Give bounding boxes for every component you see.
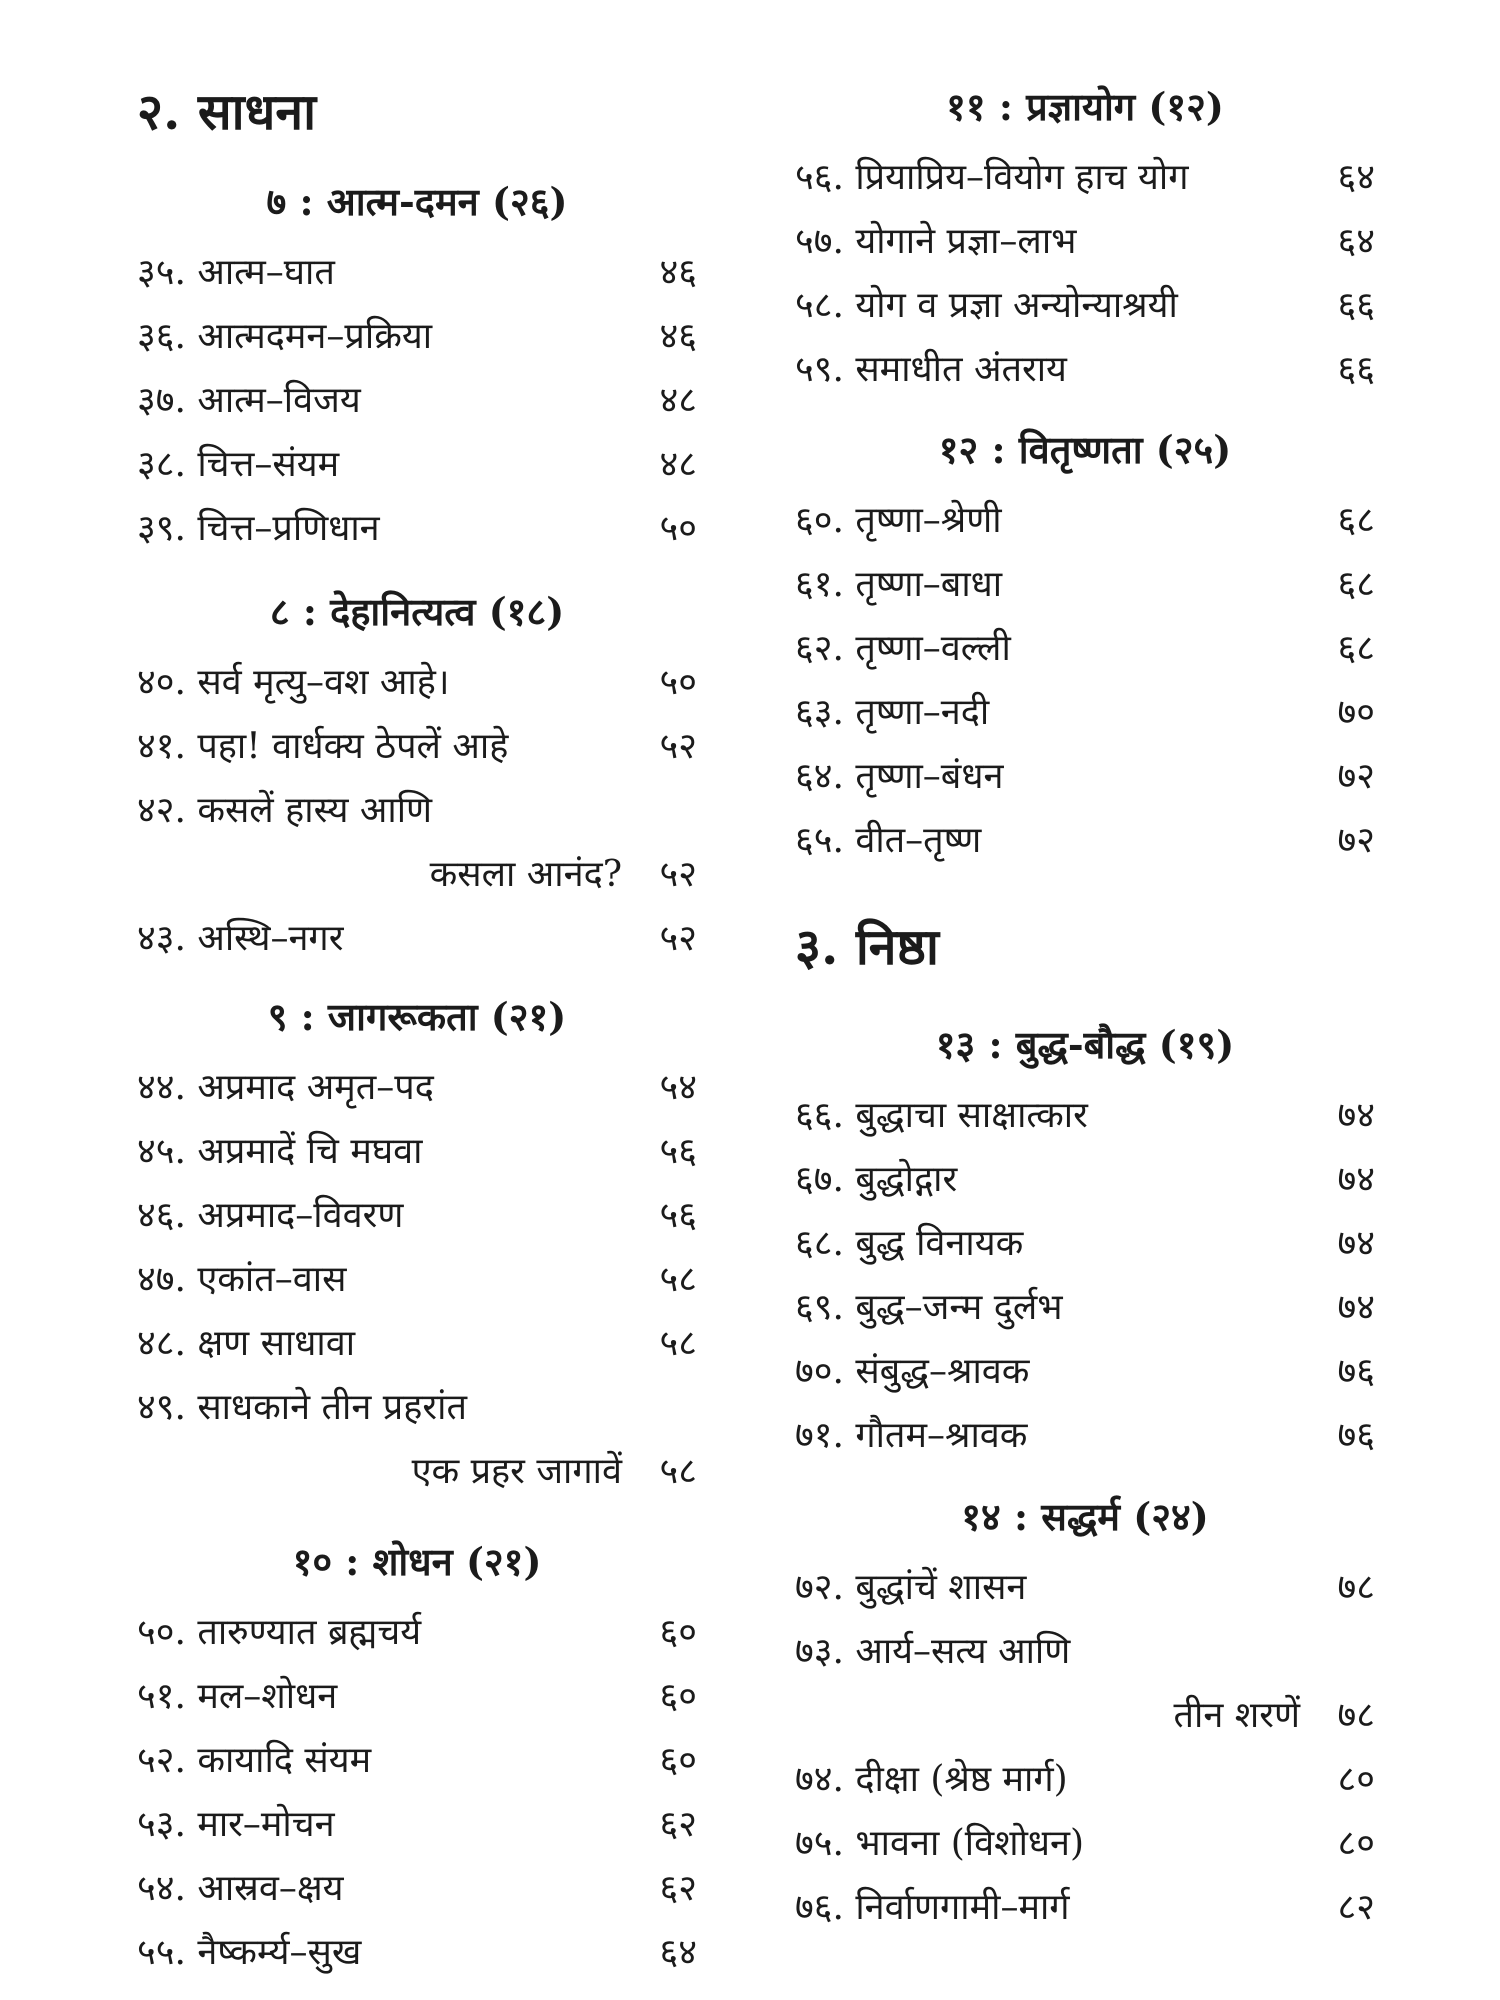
toc-entry [795, 1408, 1375, 1464]
page-number: ८० [1337, 1759, 1375, 1800]
page-number: ५४ [659, 1067, 697, 1108]
entry-title: ४१. पहा! वार्धक्य ठेपलें आहे [137, 726, 509, 767]
entry-title: ७३. आर्य–सत्य आणि [795, 1631, 1071, 1672]
page-number: ६२ [659, 1804, 697, 1845]
entry-title: कसला आनंद? [429, 854, 622, 895]
page-number: ६६ [1337, 349, 1375, 390]
toc-entry [795, 749, 1375, 805]
entry-title: ७१. गौतम–श्रावक [795, 1415, 1028, 1456]
entry-title: ४०. सर्व मृत्यु–वश आहे। [137, 662, 450, 703]
entry-title: एक प्रहर जागावें [411, 1451, 622, 1492]
entry-title: ७६. निर्वाणगामी–मार्ग [795, 1887, 1070, 1928]
toc-entry [137, 847, 697, 903]
toc-entry [137, 1861, 697, 1917]
toc-entry [795, 150, 1375, 206]
part-title: ३. निष्ठा [795, 917, 939, 976]
chapter-title-20: १३ : बुद्ध-बौद्ध (१९) [935, 1022, 1235, 1067]
entry-title: ७२. बुद्धांचें शासन [795, 1567, 1027, 1608]
entry-title: ३६. आत्मदमन–प्रक्रिया [137, 316, 433, 357]
entry-title: ४८. क्षण साधावा [137, 1323, 356, 1364]
toc-entry [137, 1733, 697, 1789]
toc-entry [795, 1152, 1375, 1208]
toc-entry [795, 278, 1375, 334]
toc-entry [137, 1380, 697, 1436]
entry-title: ४४. अप्रमाद अमृत–पद [137, 1067, 434, 1108]
page-number: ७४ [1337, 1159, 1375, 1200]
toc-entry [137, 783, 697, 839]
page-number: ६० [659, 1740, 697, 1781]
toc-entry [795, 214, 1375, 270]
toc-entry [795, 1216, 1375, 1272]
entry-title: ६१. तृष्णा–बाधा [795, 564, 1003, 605]
page-number: ७० [1337, 692, 1375, 733]
entry-title: ५०. तारुण्यात ब्रह्मचर्य [137, 1612, 422, 1653]
toc-entry [137, 437, 697, 493]
entry-title: ५२. कायादि संयम [137, 1740, 372, 1781]
page-number: ५६ [659, 1131, 697, 1172]
part-title: २. साधना [137, 82, 317, 141]
toc-entry [795, 1752, 1375, 1808]
entry-title: ५९. समाधीत अंतराय [795, 349, 1067, 390]
toc-entry [137, 1925, 697, 1981]
page-number: ६६ [1337, 285, 1375, 326]
entry-title: तीन शरणें [1173, 1695, 1300, 1736]
page-number: ५२ [659, 918, 697, 959]
toc-entry [137, 1669, 697, 1725]
toc-entry [795, 493, 1375, 549]
toc-entry [795, 1280, 1375, 1336]
toc-entry [137, 501, 697, 557]
entry-title: ५३. मार–मोचन [137, 1804, 335, 1845]
page-number: ५८ [659, 1323, 697, 1364]
chapter-title-3: १० : शोधन (२१) [292, 1539, 542, 1584]
page-number: ४६ [659, 316, 697, 357]
toc-entry [137, 1605, 697, 1661]
entry-title: ५६. प्रियाप्रिय–वियोग हाच योग [795, 157, 1189, 198]
page-number: ६४ [659, 1932, 697, 1973]
toc-entry [795, 557, 1375, 613]
page-number: ६२ [659, 1868, 697, 1909]
toc-entry [795, 1560, 1375, 1616]
toc-entry [137, 1188, 697, 1244]
page-number: ४८ [659, 380, 697, 421]
entry-title: ५१. मल–शोधन [137, 1676, 338, 1717]
toc-entry [795, 1088, 1375, 1144]
page-number: ६८ [1337, 500, 1375, 541]
entry-title: ३९. चित्त–प्रणिधान [137, 508, 380, 549]
page-number: ८० [1337, 1823, 1375, 1864]
entry-title: ७०. संबुद्ध–श्रावक [795, 1351, 1030, 1392]
toc-entry [795, 685, 1375, 741]
entry-title: ५५. नैष्कर्म्य–सुख [137, 1932, 362, 1973]
chapter-title-1: ८ : देहानित्यत्व (१८) [269, 589, 565, 634]
entry-title: ४५. अप्रमादें चि मघवा [137, 1131, 423, 1172]
page-number: ४८ [659, 444, 697, 485]
toc-entry [137, 1252, 697, 1308]
toc-entry [137, 1797, 697, 1853]
page-number: ७२ [1337, 756, 1375, 797]
toc-entry [137, 309, 697, 365]
toc-entry [137, 1060, 697, 1116]
page-number: ५८ [659, 1259, 697, 1300]
entry-title: ३८. चित्त–संयम [137, 444, 340, 485]
toc-entry [137, 373, 697, 429]
toc-entry [795, 342, 1375, 398]
toc-entry [137, 1444, 697, 1500]
entry-title: ४९. साधकाने तीन प्रहरांत [137, 1387, 467, 1428]
page-number: ४६ [659, 252, 697, 293]
entry-title: ७५. भावना (विशोधन) [795, 1823, 1085, 1864]
toc-entry [137, 245, 697, 301]
entry-title: ६८. बुद्ध विनायक [795, 1223, 1024, 1264]
chapter-title-2: ९ : जागरूकता (२१) [267, 994, 567, 1039]
entry-title: ४६. अप्रमाद–विवरण [137, 1195, 404, 1236]
page-number: ६० [659, 1676, 697, 1717]
toc-entry [795, 621, 1375, 677]
page-number: ६८ [1337, 564, 1375, 605]
toc-entry [137, 655, 697, 711]
page-number: ७२ [1337, 820, 1375, 861]
page-number: ५० [659, 508, 697, 549]
entry-title: ७४. दीक्षा (श्रेष्ठ मार्ग) [795, 1759, 1068, 1800]
entry-title: ६७. बुद्धोद्गार [795, 1159, 958, 1200]
toc-entry [795, 813, 1375, 869]
toc-entry [137, 1124, 697, 1180]
page-number: ७४ [1337, 1287, 1375, 1328]
entry-title: ४७. एकांत–वास [137, 1259, 347, 1300]
page-number: ७६ [1337, 1415, 1375, 1456]
entry-title: ६५. वीत–तृष्ण [795, 820, 982, 861]
entry-title: ६०. तृष्णा–श्रेणी [795, 500, 1002, 541]
page-number: ७८ [1337, 1567, 1375, 1608]
entry-title: ४३. अस्थि–नगर [137, 918, 344, 959]
page-number: ७६ [1337, 1351, 1375, 1392]
toc-entry [137, 719, 697, 775]
chapter-title-0: ७ : आत्म-दमन (२६) [266, 179, 568, 224]
page-number: ५० [659, 662, 697, 703]
toc-entry [795, 1624, 1375, 1680]
page-number: ५२ [659, 854, 697, 895]
page-number: ६४ [1337, 157, 1375, 198]
page-number: ६८ [1337, 628, 1375, 669]
entry-title: ६६. बुद्धाचा साक्षात्कार [795, 1095, 1088, 1136]
entry-title: ४२. कसलें हास्य आणि [137, 790, 433, 831]
page-number: ७८ [1337, 1695, 1375, 1736]
toc-entry [137, 911, 697, 967]
page-number: ६० [659, 1612, 697, 1653]
entry-title: ६४. तृष्णा–बंधन [795, 756, 1004, 797]
toc-entry [795, 1344, 1375, 1400]
toc-entry [795, 1688, 1375, 1744]
page-number: ५२ [659, 726, 697, 767]
entry-title: ६३. तृष्णा–नदी [795, 692, 990, 733]
entry-title: ६९. बुद्ध–जन्म दुर्लभ [795, 1287, 1063, 1328]
chapter-title-10: ११ : प्रज्ञायोग (१२) [946, 84, 1224, 129]
chapter-title-11: १२ : वितृष्णता (२५) [938, 427, 1232, 472]
entry-title: ५८. योग व प्रज्ञा अन्योन्याश्रयी [795, 285, 1178, 326]
page-number: ६४ [1337, 221, 1375, 262]
toc-entry [795, 1816, 1375, 1872]
chapter-title-21: १४ : सद्धर्म (२४) [961, 1494, 1209, 1539]
page-number: ८२ [1337, 1887, 1375, 1928]
page-number: ७४ [1337, 1223, 1375, 1264]
page-number: ७४ [1337, 1095, 1375, 1136]
entry-title: ६२. तृष्णा–वल्ली [795, 628, 1011, 669]
toc-entry [795, 1880, 1375, 1936]
toc-entry [137, 1316, 697, 1372]
page-number: ५६ [659, 1195, 697, 1236]
page-number: ५८ [659, 1451, 697, 1492]
entry-title: ५४. आस्रव–क्षय [137, 1868, 344, 1909]
entry-title: ५७. योगाने प्रज्ञा–लाभ [795, 221, 1077, 262]
entry-title: ३७. आत्म–विजय [137, 380, 361, 421]
entry-title: ३५. आत्म–घात [137, 252, 335, 293]
